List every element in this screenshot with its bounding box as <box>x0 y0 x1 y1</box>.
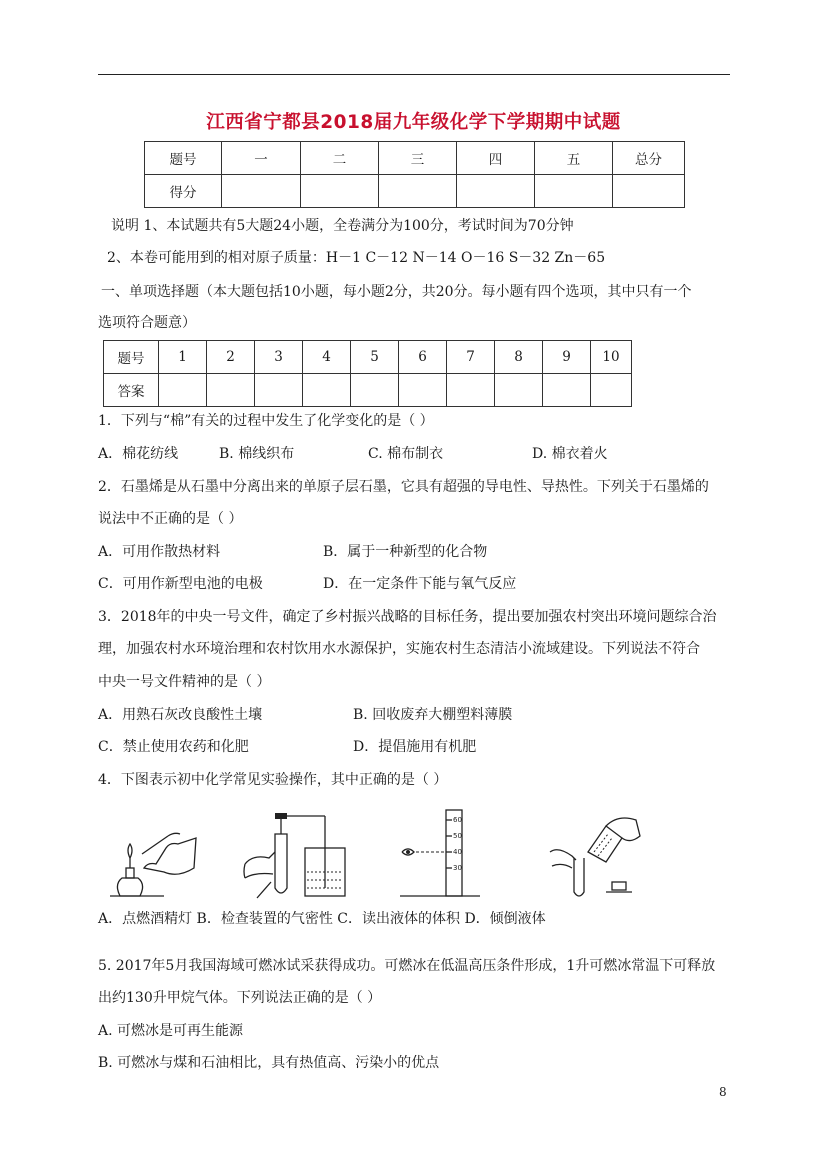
question-4-options: A．点燃酒精灯 B．检查装置的气密性 C．读出液体的体积 D．倾倒液体 <box>98 911 546 927</box>
note-1: 说明 1、本试题共有5大题24小题，全卷满分为100分，考试时间为70分钟 <box>111 218 574 234</box>
score-cell[interactable] <box>222 175 301 208</box>
question-3-option-a: A．用熟石灰改良酸性土壤 <box>98 707 263 723</box>
score-cell[interactable] <box>613 175 685 208</box>
answer-cell[interactable] <box>495 374 543 407</box>
lighting-alcohol-lamp-figure <box>108 808 200 900</box>
question-5-option-b: B. 可燃冰与煤和石油相比，具有热值高、污染小的优点 <box>98 1055 440 1071</box>
table-cell: 五 <box>535 142 613 175</box>
table-row <box>104 374 632 407</box>
answer-cell[interactable] <box>399 374 447 407</box>
answer-cell[interactable] <box>591 374 632 407</box>
table-cell: 一 <box>222 142 301 175</box>
answer-cell[interactable] <box>543 374 591 407</box>
table-cell: 1 <box>159 341 207 374</box>
table-cell: 5 <box>351 341 399 374</box>
cylinder-tick-label: 40 <box>453 848 462 856</box>
table-cell: 得分 <box>145 175 222 208</box>
table-cell: 4 <box>303 341 351 374</box>
answer-cell[interactable] <box>303 374 351 407</box>
question-1-option-a: A．棉花纺线 <box>98 446 179 462</box>
score-cell[interactable] <box>301 175 379 208</box>
cylinder-tick-label: 50 <box>453 832 462 840</box>
question-5-stem: 5. 2017年5月我国海域可燃冰试采获得成功。可燃冰在低温高压条件形成，1升可燃冰常温下可释放 <box>98 958 716 974</box>
table-cell: 二 <box>301 142 379 175</box>
question-4-stem: 4．下图表示初中化学常见实验操作，其中正确的是（ ） <box>98 772 448 788</box>
question-5-option-a: A. 可燃冰是可再生能源 <box>98 1023 244 1039</box>
table-cell: 题号 <box>104 341 159 374</box>
answer-cell[interactable] <box>255 374 303 407</box>
answer-cell[interactable] <box>351 374 399 407</box>
answer-cell[interactable] <box>207 374 255 407</box>
question-3-stem: 3．2018年的中央一号文件，确定了乡村振兴战略的目标任务，提出要加强农村突出环境问题综合治 <box>98 609 717 625</box>
header-rule <box>98 74 730 75</box>
cylinder-tick-label: 30 <box>453 864 462 872</box>
table-cell: 7 <box>447 341 495 374</box>
question-2-stem-cont: 说法中不正确的是（ ） <box>98 511 243 527</box>
table-row <box>145 175 685 208</box>
table-cell: 总分 <box>613 142 685 175</box>
page-number: 8 <box>719 1085 727 1099</box>
table-cell: 9 <box>543 341 591 374</box>
question-3-option-b: B. 回收废弃大棚塑料薄膜 <box>353 707 513 723</box>
table-cell: 2 <box>207 341 255 374</box>
reading-cylinder-figure <box>400 808 480 900</box>
question-2-stem: 2．石墨烯是从石墨中分离出来的单原子层石墨，它具有超强的导电性、导热性。下列关于石墨烯的 <box>98 479 709 495</box>
question-3-option-d: D．提倡施用有机肥 <box>353 739 477 755</box>
question-3-option-c: C．禁止使用农药和化肥 <box>98 739 249 755</box>
answer-table <box>103 340 632 407</box>
question-1-option-b: B. 棉线织布 <box>219 446 295 462</box>
score-cell[interactable] <box>535 175 613 208</box>
table-cell: 8 <box>495 341 543 374</box>
pouring-liquid-figure <box>548 808 644 900</box>
table-cell: 答案 <box>104 374 159 407</box>
table-cell: 6 <box>399 341 447 374</box>
question-1-option-d: D. 棉衣着火 <box>532 446 608 462</box>
table-cell: 四 <box>457 142 535 175</box>
question-5-stem-cont: 出约130升甲烷气体。下列说法正确的是（ ） <box>98 990 382 1006</box>
note-2: 2、本卷可能用到的相对原子质量：H－1 C－12 N－14 O－16 S－32 Zn－65 <box>107 250 606 266</box>
table-row <box>104 341 632 374</box>
score-cell[interactable] <box>379 175 457 208</box>
page-title: 江西省宁都县2018届九年级化学下学期期中试题 <box>206 112 621 133</box>
question-2-option-c: C．可用作新型电池的电极 <box>98 576 263 592</box>
question-3-stem-cont: 理，加强农村水环境治理和农村饮用水水源保护，实施农村生态清洁小流域建设。下列说法不符合 <box>98 641 700 657</box>
question-2-option-d: D．在一定条件下能与氧气反应 <box>323 576 517 592</box>
question-2-option-b: B．属于一种新型的化合物 <box>323 544 488 560</box>
table-cell: 题号 <box>145 142 222 175</box>
score-cell[interactable] <box>457 175 535 208</box>
table-row <box>145 142 685 175</box>
question-3-stem-cont2: 中央一号文件精神的是（ ） <box>98 674 271 690</box>
answer-cell[interactable] <box>159 374 207 407</box>
question-1-option-c: C. 棉布制衣 <box>368 446 444 462</box>
table-cell: 3 <box>255 341 303 374</box>
table-cell: 10 <box>591 341 632 374</box>
score-table <box>144 141 685 208</box>
airtightness-check-figure <box>243 808 353 900</box>
section-heading: 一、单项选择题（本大题包括10小题，每小题2分，共20分。每小题有四个选项，其中只有一个 <box>101 284 692 300</box>
section-heading-cont: 选项符合题意） <box>98 315 196 331</box>
table-cell: 三 <box>379 142 457 175</box>
question-1-stem: 1．下列与“棉”有关的过程中发生了化学变化的是（ ） <box>98 413 434 429</box>
question-2-option-a: A．可用作散热材料 <box>98 544 221 560</box>
cylinder-tick-label: 60 <box>453 816 462 824</box>
answer-cell[interactable] <box>447 374 495 407</box>
